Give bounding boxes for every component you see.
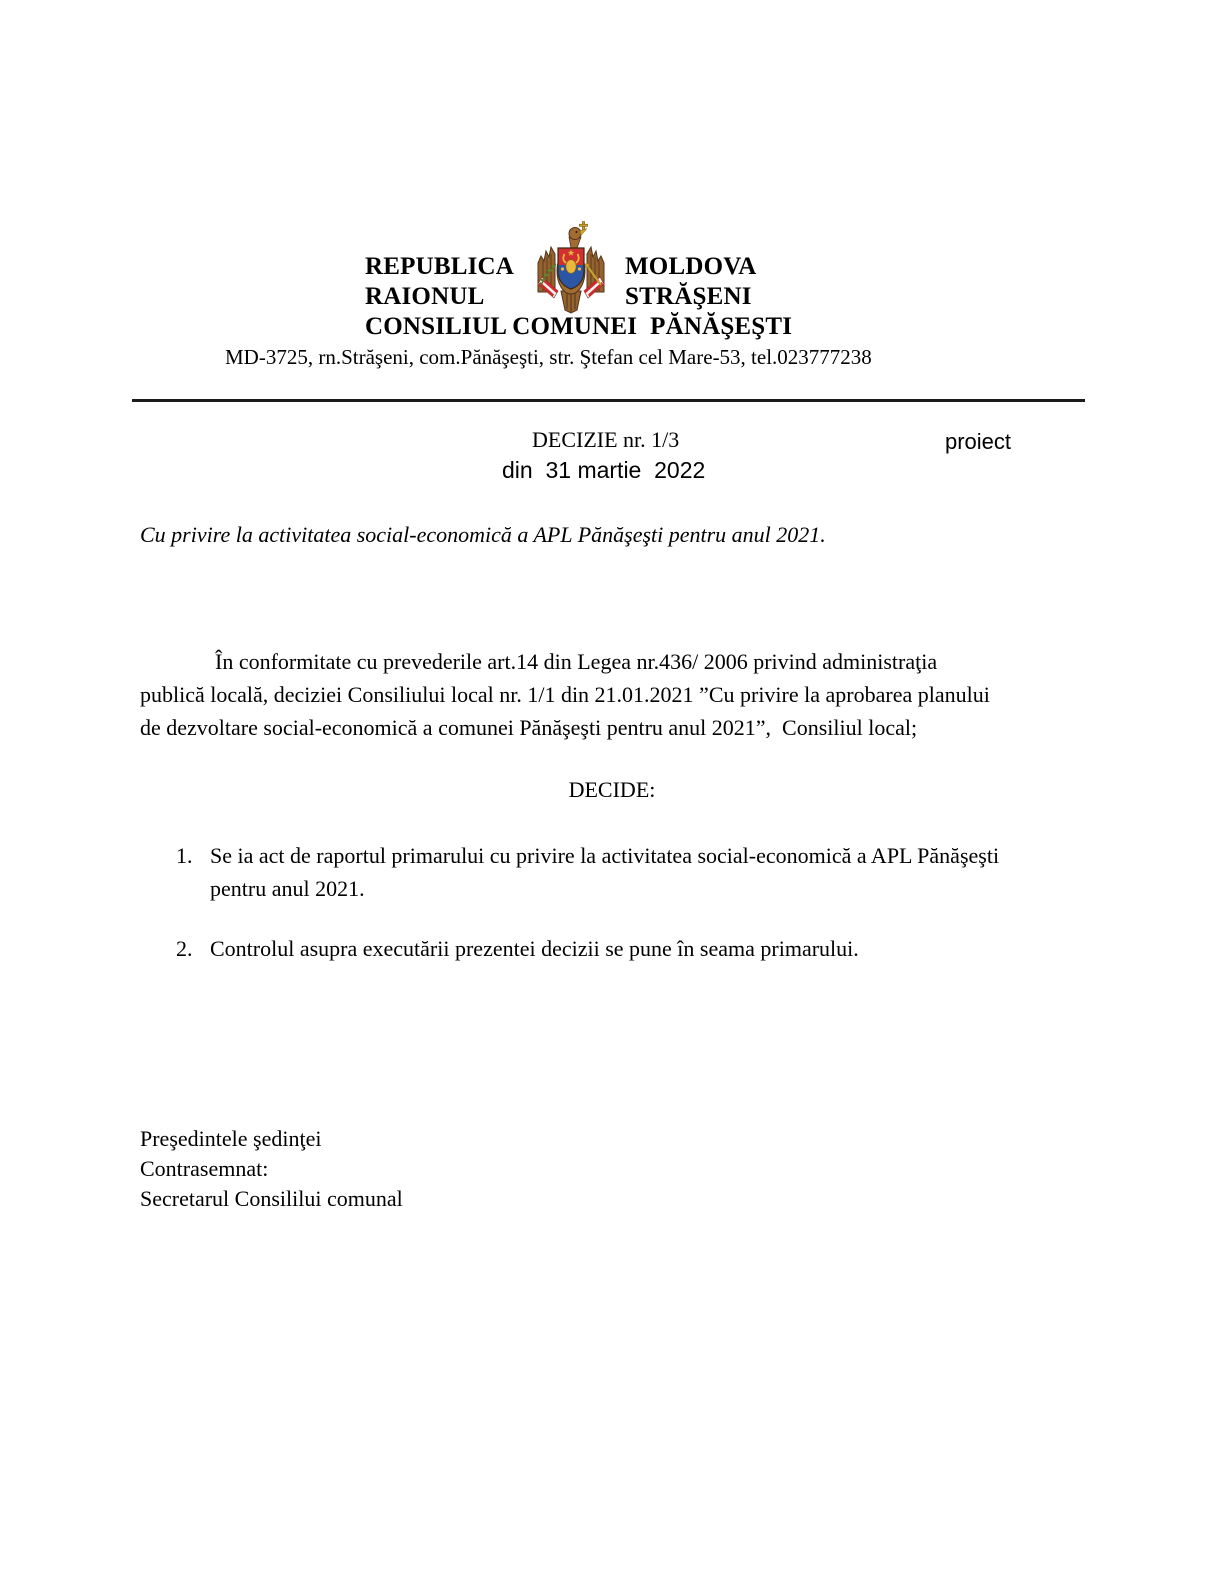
header-country-right: MOLDOVA — [625, 253, 757, 280]
signature-secretary: Secretarul Consililui comunal — [140, 1186, 403, 1211]
decision-subject: Cu privire la activitatea social-economică a APL Pănăşeşti pentru anul 2021. — [140, 522, 826, 547]
decision-item-number: 2. — [176, 936, 193, 961]
signature-countersigned: Contrasemnat: — [140, 1156, 269, 1181]
decision-status-label: proiect — [945, 429, 1012, 454]
preamble-paragraph — [140, 645, 990, 744]
decision-item-line: Se ia act de raportul primarului cu privire la activitatea social-economică a APL Pănăşeşti — [210, 843, 1000, 868]
emblem-beak — [580, 229, 587, 236]
decision-item-1 — [176, 839, 999, 905]
header-council-line: CONSILIUL COMUNEI PĂNĂŞEŞTI — [365, 313, 793, 340]
decision-item-line: Controlul asupra executării prezentei decizii se pune în seama primarului. — [210, 936, 859, 961]
decision-item-text — [210, 932, 859, 965]
decision-item-line: pentru anul 2021. — [210, 876, 365, 901]
header-address: MD-3725, rn.Străşeni, com.Pănăşeşti, str. Ştefan cel Mare-53, tel.023777238 — [225, 345, 872, 369]
decision-item-text — [210, 839, 999, 905]
decision-item-number: 1. — [176, 843, 193, 868]
header-divider-rule — [132, 399, 1085, 402]
header-district-right: STRĂŞENI — [625, 283, 752, 310]
decide-heading: DECIDE: — [568, 777, 656, 802]
preamble-line: de dezvoltare social-economică a comunei Pănăşeşti pentru anul 2021”, Consiliul local; — [140, 715, 918, 740]
preamble-line: publică locală, deciziei Consiliului local nr. 1/1 din 21.01.2021 ”Cu privire la aprobarea planului — [140, 682, 990, 707]
moldova-coat-of-arms-icon — [534, 221, 608, 314]
preamble-line: În conformitate cu prevederile art.14 din Legea nr.436/ 2006 privind administraţia — [215, 649, 938, 674]
header-district-left: RAIONUL — [365, 283, 485, 310]
decision-title: DECIZIE nr. 1/3 — [532, 427, 680, 452]
emblem-eagle-head — [569, 228, 581, 240]
signature-president: Preşedintele şedinţei — [140, 1126, 322, 1151]
header-country-left: REPUBLICA — [365, 253, 515, 280]
decision-item-2 — [176, 932, 859, 965]
decision-date: din 31 martie 2022 — [502, 457, 706, 483]
signature-block — [140, 1124, 403, 1214]
